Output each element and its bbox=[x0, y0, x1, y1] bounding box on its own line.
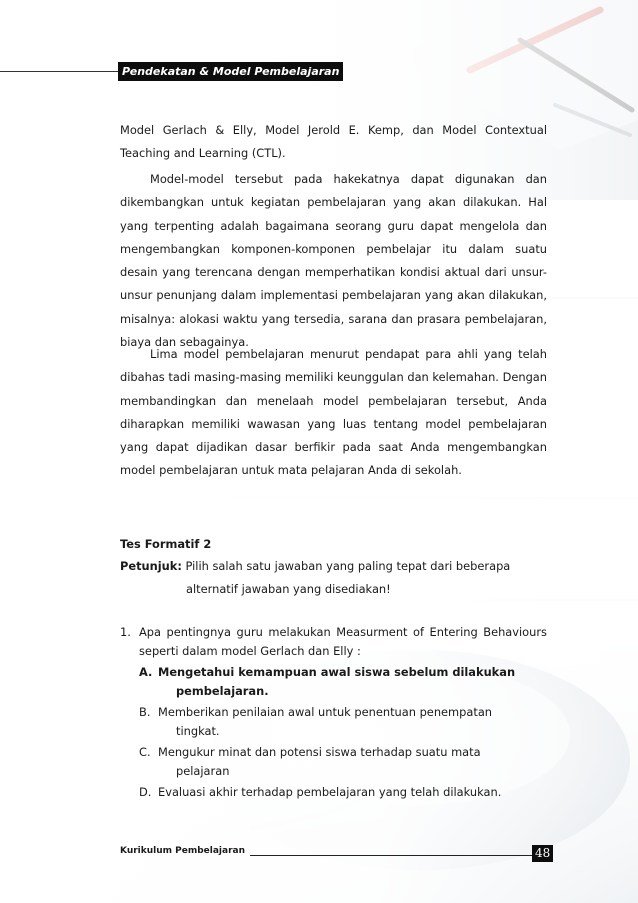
option-text: Mengukur minat dan potensi siswa terhadap suatu mata bbox=[158, 745, 481, 759]
page-number: 48 bbox=[532, 845, 553, 862]
option-a bbox=[120, 663, 547, 701]
test-instruction bbox=[120, 555, 547, 602]
option-letter: B. bbox=[139, 705, 151, 719]
test-heading: Tes Formatif 2 bbox=[120, 537, 212, 551]
option-text-continued: pembelajaran. bbox=[176, 684, 269, 698]
instruction-label: Petunjuk: bbox=[120, 559, 182, 573]
option-letter: D. bbox=[139, 785, 152, 799]
instruction-line-2: alternatif jawaban yang disediakan! bbox=[186, 582, 391, 597]
instruction-line-1: Pilih salah satu jawaban yang paling tepat dari beberapa bbox=[185, 559, 511, 573]
option-text: Mengetahui kemampuan awal siswa sebelum dilakukan bbox=[158, 665, 516, 679]
header-title: Pendekatan & Model Pembelajaran bbox=[118, 62, 343, 81]
option-text: Evaluasi akhir terhadap pembelajaran yang telah dilakukan. bbox=[158, 785, 502, 799]
option-text-continued: tingkat. bbox=[176, 724, 220, 738]
header-rule bbox=[0, 71, 118, 72]
option-text-continued: pelajaran bbox=[176, 764, 230, 778]
option-text: Memberikan penilaian awal untuk penentuan penempatan bbox=[158, 705, 493, 719]
paragraph-3: Lima model pembelajaran menurut pendapat para ahli yang telah dibahas tadi masing-masing memiliki keunggulan dan kelemahan. Dengan membandingkan dan menelaah model pembelajaran tersebut, Anda diharapkan memiliki wawasan yang luas tentang model pembelajaran yang dapat dijadikan dasar berfikir pada saat Anda mengembangkan model pembelajaran untuk mata pelajaran Anda di sekolah. bbox=[120, 347, 547, 478]
option-letter: A. bbox=[139, 665, 153, 679]
footer-label: Kurikulum Pembelajaran bbox=[120, 846, 246, 856]
footer-rule bbox=[250, 855, 532, 856]
question-number: 1. bbox=[120, 625, 131, 639]
paragraph-2: Model-model tersebut pada hakekatnya dapat digunakan dan dikembangkan untuk kegiatan pembelajaran yang akan dilakukan. Hal yang terpenting adalah bagaimana seorang guru dapat mengelola dan mengembangkan komponen-komponen pembelajar itu dalam suatu desain yang terencana dengan memperhatikan kondisi aktual dari unsur-unsur penunjang dalam implementasi pembelajaran yang akan dilakukan, misalnya: alokasi waktu yang tersedia, sarana dan prasara pembelajaran, biaya dan sebagainya. bbox=[120, 172, 547, 350]
option-d bbox=[120, 783, 547, 802]
question-1 bbox=[120, 623, 547, 802]
question-text: Apa pentingnya guru melakukan Measurment of Entering Behaviours seperti dalam model Gerlach dan Elly : bbox=[139, 625, 547, 658]
option-letter: C. bbox=[139, 745, 151, 759]
option-b bbox=[120, 703, 547, 741]
option-c bbox=[120, 743, 547, 781]
paragraph-1: Model Gerlach & Elly, Model Jerold E. Kemp, dan Model Contextual Teaching and Learning (CTL). bbox=[120, 123, 547, 161]
